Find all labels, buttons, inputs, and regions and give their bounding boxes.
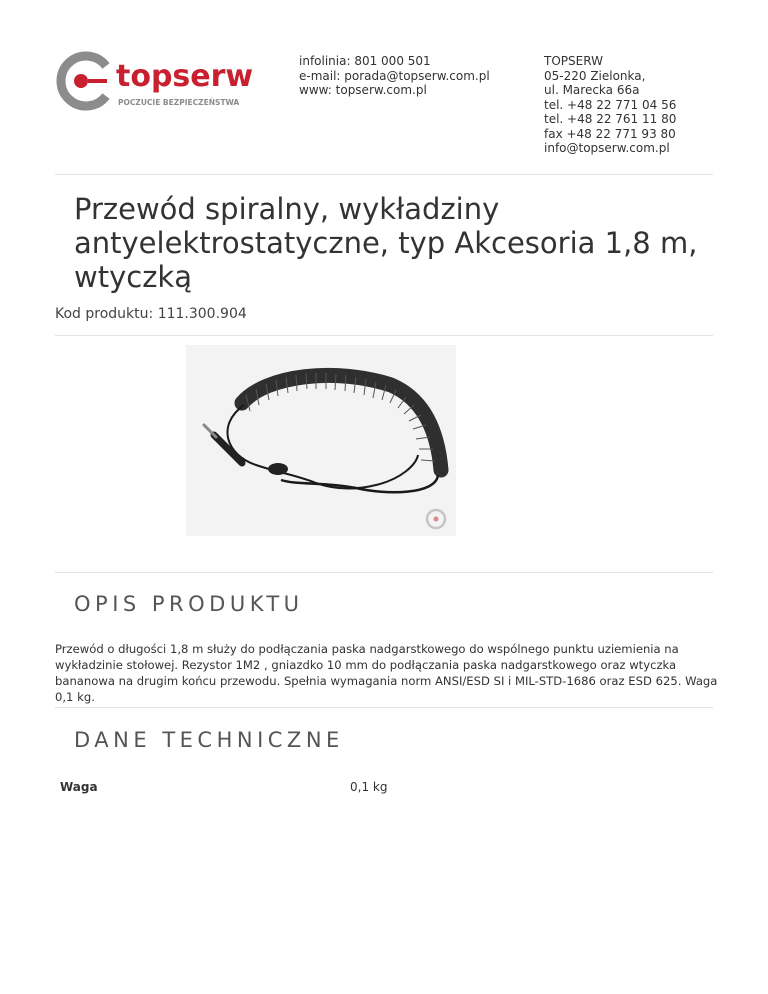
product-code-value: 111.300.904 [157, 306, 247, 322]
spec-label: Waga [60, 780, 98, 794]
logo-mark-icon [61, 56, 107, 106]
header-divider [55, 174, 713, 175]
topserw-logo [52, 50, 262, 112]
coiled-cable-image [186, 345, 456, 536]
logo-wordmark: topserw [116, 59, 254, 94]
product-image [186, 345, 456, 536]
phone-2: tel. +48 22 761 11 80 [544, 112, 677, 126]
street: ul. Marecka 66a [544, 83, 640, 97]
description-divider [55, 707, 713, 708]
phone-1: tel. +48 22 771 04 56 [544, 97, 677, 112]
product-title: Przewód spiralny, wykładziny antyelektrostatyczne, typ Akcesoria 1,8 m, wtyczką [74, 192, 698, 294]
spec-row [55, 780, 715, 796]
contact-info [299, 54, 490, 98]
product-code [55, 306, 247, 322]
website[interactable]: www: topserw.com.pl [299, 83, 427, 97]
logo-tagline: POCZUCIE BEZPIECZEŃSTWA [118, 98, 240, 107]
description-heading: OPIS PRODUKTU [74, 592, 304, 616]
title-divider [55, 335, 713, 336]
image-divider [55, 572, 713, 573]
company-name: TOPSERW [544, 54, 603, 68]
hotline: infolinia: 801 000 501 [299, 54, 431, 68]
fax: fax +48 22 771 93 80 [544, 126, 676, 141]
postal-code: 05-220 Zielonka, [544, 68, 646, 83]
company-address [544, 54, 676, 156]
description-text: Przewód o długości 1,8 m służy do podłączania paska nadgarstkowego do wspólnego punktu uziemienia na wykładzinie stołowej. Rezystor 1M2 , gniazdko 10 mm do podłączania paska nadgarstkowego oraz wtyczka bananowa na drugim końcu przewodu. Spełnia wymagania norm ANSI/ESD SI i MIL-STD-1686 oraz ESD 625. Waga 0,1 kg. [55, 642, 718, 704]
contact-email[interactable]: e-mail: porada@topserw.com.pl [299, 68, 490, 83]
product-code-label: Kod produktu: [55, 306, 154, 322]
spec-value: 0,1 kg [350, 780, 388, 794]
company-email[interactable]: info@topserw.com.pl [544, 141, 670, 155]
technical-heading: DANE TECHNICZNE [74, 728, 344, 752]
